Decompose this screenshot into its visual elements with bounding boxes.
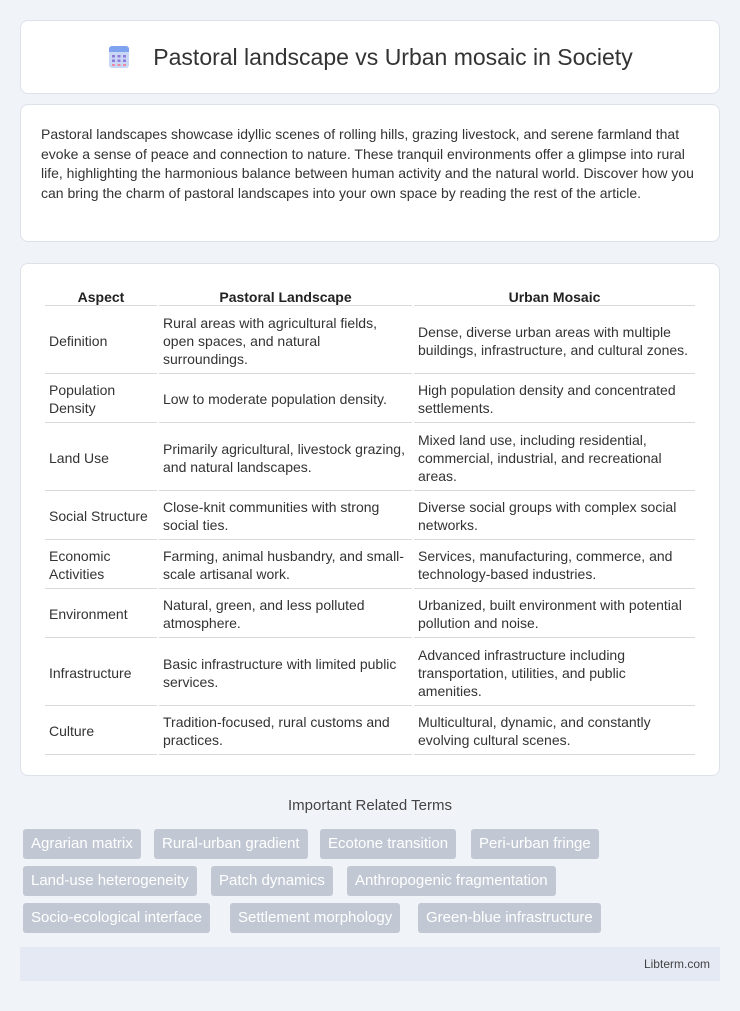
pastoral-cell: Basic infrastructure with limited public services. [159, 640, 412, 706]
pastoral-cell: Low to moderate population density. [159, 376, 412, 423]
related-term-tag[interactable]: Anthropogenic fragmentation [347, 866, 556, 896]
urban-cell: Multicultural, dynamic, and constantly evolving cultural scenes. [414, 708, 695, 755]
pastoral-cell: Tradition-focused, rural customs and practices. [159, 708, 412, 755]
related-terms-section [20, 797, 720, 926]
urban-cell: Mixed land use, including residential, commercial, industrial, and recreational areas. [414, 425, 695, 491]
pastoral-cell: Rural areas with agricultural fields, open spaces, and natural surroundings. [159, 308, 412, 374]
column-header-aspect: Aspect [45, 286, 157, 306]
related-terms-title: Important Related Terms [288, 797, 452, 814]
table-row [45, 376, 695, 423]
aspect-cell: Land Use [45, 425, 157, 491]
urban-cell: Diverse social groups with complex social networks. [414, 493, 695, 540]
related-term-tag[interactable]: Rural-urban gradient [154, 829, 308, 859]
urban-cell: High population density and concentrated settlements. [414, 376, 695, 423]
table-row [45, 493, 695, 540]
related-term-tag[interactable]: Ecotone transition [320, 829, 456, 859]
urban-cell: Dense, diverse urban areas with multiple buildings, infrastructure, and cultural zones. [414, 308, 695, 374]
related-term-tag[interactable]: Socio-ecological interface [23, 903, 210, 933]
pastoral-cell: Farming, animal husbandry, and small-scale artisanal work. [159, 542, 412, 589]
table-header-row [45, 286, 695, 306]
aspect-cell: Infrastructure [45, 640, 157, 706]
aspect-cell: Economic Activities [45, 542, 157, 589]
aspect-cell: Social Structure [45, 493, 157, 540]
urban-cell: Services, manufacturing, commerce, and technology-based industries. [414, 542, 695, 589]
intro-card [20, 104, 720, 242]
column-header-pastoral: Pastoral Landscape [159, 286, 412, 306]
table-row [45, 708, 695, 755]
related-term-tag[interactable]: Patch dynamics [211, 866, 333, 896]
comparison-table [43, 284, 697, 757]
column-header-urban: Urban Mosaic [414, 286, 695, 306]
aspect-cell: Population Density [45, 376, 157, 423]
urban-cell: Urbanized, built environment with potential pollution and noise. [414, 591, 695, 638]
related-term-tag[interactable]: Green-blue infrastructure [418, 903, 601, 933]
aspect-cell: Definition [45, 308, 157, 374]
page-title: Pastoral landscape vs Urban mosaic in Society [153, 43, 633, 70]
related-term-tag[interactable]: Peri-urban fringe [471, 829, 599, 859]
pastoral-cell: Close-knit communities with strong social ties. [159, 493, 412, 540]
document-table-icon [107, 45, 131, 69]
pastoral-cell: Natural, green, and less polluted atmosphere. [159, 591, 412, 638]
table-row [45, 640, 695, 706]
intro-paragraph: Pastoral landscapes showcase idyllic scenes of rolling hills, grazing livestock, and serene farmland that evoke a sense of peace and connection to nature. These tranquil environments offer a glimpse into rural life, highlighting the harmonious balance between human activity and the natural world. Discover how you can bring the charm of pastoral landscapes into your own space by reading the rest of the article. [41, 126, 694, 201]
related-term-tag[interactable]: Settlement morphology [230, 903, 400, 933]
pastoral-cell: Primarily agricultural, livestock grazing, and natural landscapes. [159, 425, 412, 491]
title-card [20, 20, 720, 94]
comparison-table-card [20, 263, 720, 776]
aspect-cell: Culture [45, 708, 157, 755]
urban-cell: Advanced infrastructure including transportation, utilities, and public amenities. [414, 640, 695, 706]
table-row [45, 591, 695, 638]
aspect-cell: Environment [45, 591, 157, 638]
related-term-tag[interactable]: Land-use heterogeneity [23, 866, 197, 896]
footer-site-link[interactable]: Libterm.com [643, 957, 710, 971]
related-term-tag[interactable]: Agrarian matrix [23, 829, 141, 859]
table-row [45, 542, 695, 589]
table-row [45, 425, 695, 491]
footer [20, 947, 720, 981]
table-row [45, 308, 695, 374]
